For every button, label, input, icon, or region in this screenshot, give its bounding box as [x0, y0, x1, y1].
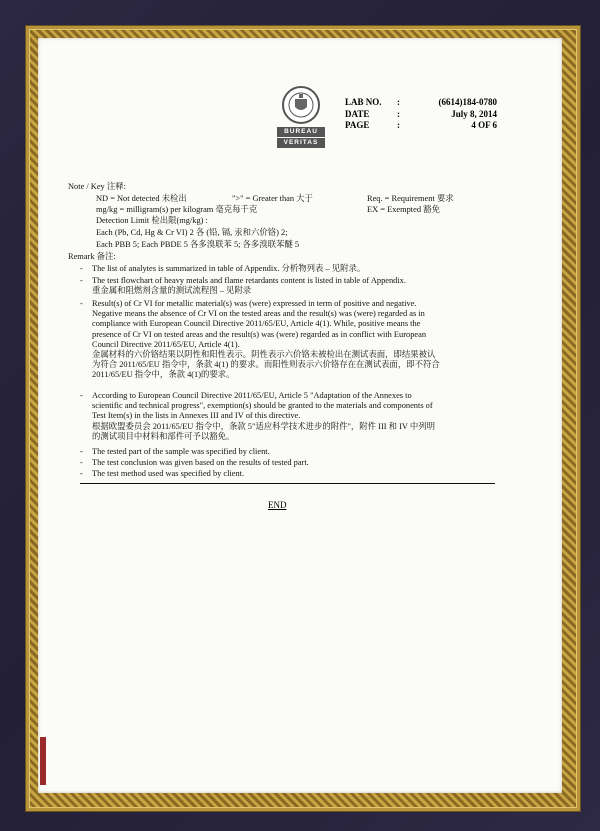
remark-text: The tested part of the sample was specified by client.: [92, 447, 270, 456]
date-label: DATE: [345, 108, 370, 119]
remark-item: [80, 469, 497, 479]
note-each-pbb: Each PBB 5; Each PBDE 5 各多溴联苯 5; 各多溴联苯醚 5: [96, 240, 300, 249]
remark-item: [80, 264, 497, 274]
note-requirement: Req. = Requirement 要求: [367, 194, 454, 203]
remark-text: The list of analytes is summarized in table of Appendix. 分析物列表 – 见附录。: [92, 264, 366, 273]
bullet-dash: -: [80, 276, 83, 285]
end-marker: END: [268, 500, 287, 510]
bullet-dash: -: [80, 458, 83, 467]
remark-heading: Remark 备注:: [68, 252, 116, 261]
colon: :: [397, 97, 400, 107]
bullet-dash: -: [80, 299, 83, 308]
report-header: [345, 97, 497, 132]
remark-item: [80, 458, 497, 468]
page-label: PAGE: [345, 120, 370, 130]
logo-band-veritas: VERITAS: [277, 138, 325, 148]
remark-item: [80, 391, 497, 442]
note-each-metal: Each (Pb, Cd, Hg & Cr VI) 2 各 (铅, 镉, 汞和六价铬) 2;: [96, 228, 288, 237]
remark-item: [80, 447, 497, 457]
lab-no-row: [345, 97, 497, 109]
logo-band-bureau: BUREAU: [277, 127, 325, 137]
red-tab-marker: [40, 737, 46, 785]
date-value: July 8, 2014: [451, 108, 497, 119]
lab-no-label: LAB NO.: [345, 97, 382, 107]
colon: :: [397, 120, 400, 130]
remark-text: According to European Council Directive 2011/65/EU, Article 5 "Adaptation of the Annexes to scientific and technical progress", exemption(s) should be granted to the materials and components of Test Item(s) in the lists in Annexes III and IV of this directive. 根据欧盟委员会 2011/65/EU 指令中，条款 5"适应科学技术进步的附件"，附件 III 和 IV 中列明 的测试项目中材料和部件可予以豁免。: [92, 391, 435, 441]
page-value: 4 OF 6: [471, 120, 497, 130]
remark-text: Result(s) of Cr VI for metallic material(s) was (were) expressed in term of positive and negative. Negative means the absence of Cr VI on the tested areas and the result(s) was (were) regarded as in compliance with European Council Directive 2011/65/EU, Article 4(1). While, positive means the presence of Cr VI on tested areas and the result(s) was (were) regarded as in conflict with European Council Directive 2011/65/EU, Article 4(1). 金属材料的六价铬结果以阴性和阳性表示。阴性表示六价铬未被检出在测试表面，即结果被认 为符合 2011/65/EU 指令中，条款 4(1) 的要求。而阳性则表示六价铬存在在测试表面，即不符合 2011/65/EU 指令中，条款 4(1)的要求。: [92, 299, 440, 380]
remark-item: [80, 299, 497, 381]
note-nd: ND = Not detected 未检出: [96, 194, 187, 203]
bureau-veritas-logo: [277, 85, 325, 149]
notes-heading: Note / Key 注释:: [68, 182, 126, 191]
note-mgkg: mg/kg = milligram(s) per kilogram 毫克每千克: [96, 205, 258, 214]
bullet-dash: -: [80, 447, 83, 456]
note-detection-limit: Detection Limit 检出限(mg/kg) :: [96, 216, 208, 225]
remark-text: The test flowchart of heavy metals and flame retardants content is listed in table of Appendix. 重金属和阻燃剂含量的测试流程图 – 见附录: [92, 276, 406, 296]
bullet-dash: -: [80, 264, 83, 273]
remark-text: The test conclusion was given based on the results of tested part.: [92, 458, 309, 467]
remark-text: The test method used was specified by client.: [92, 469, 245, 478]
lab-no-value: (6614)184-0780: [438, 97, 497, 107]
note-greater-than: ">" = Greater than 大于: [232, 194, 313, 203]
date-row: [345, 109, 497, 121]
bullet-dash: -: [80, 391, 83, 400]
bullet-dash: -: [80, 469, 83, 478]
remark-item: [80, 276, 497, 296]
colon: :: [397, 108, 400, 119]
note-exempted: EX = Exempted 豁免: [367, 205, 440, 214]
horizontal-rule: [80, 483, 495, 484]
page-row: [345, 120, 497, 132]
